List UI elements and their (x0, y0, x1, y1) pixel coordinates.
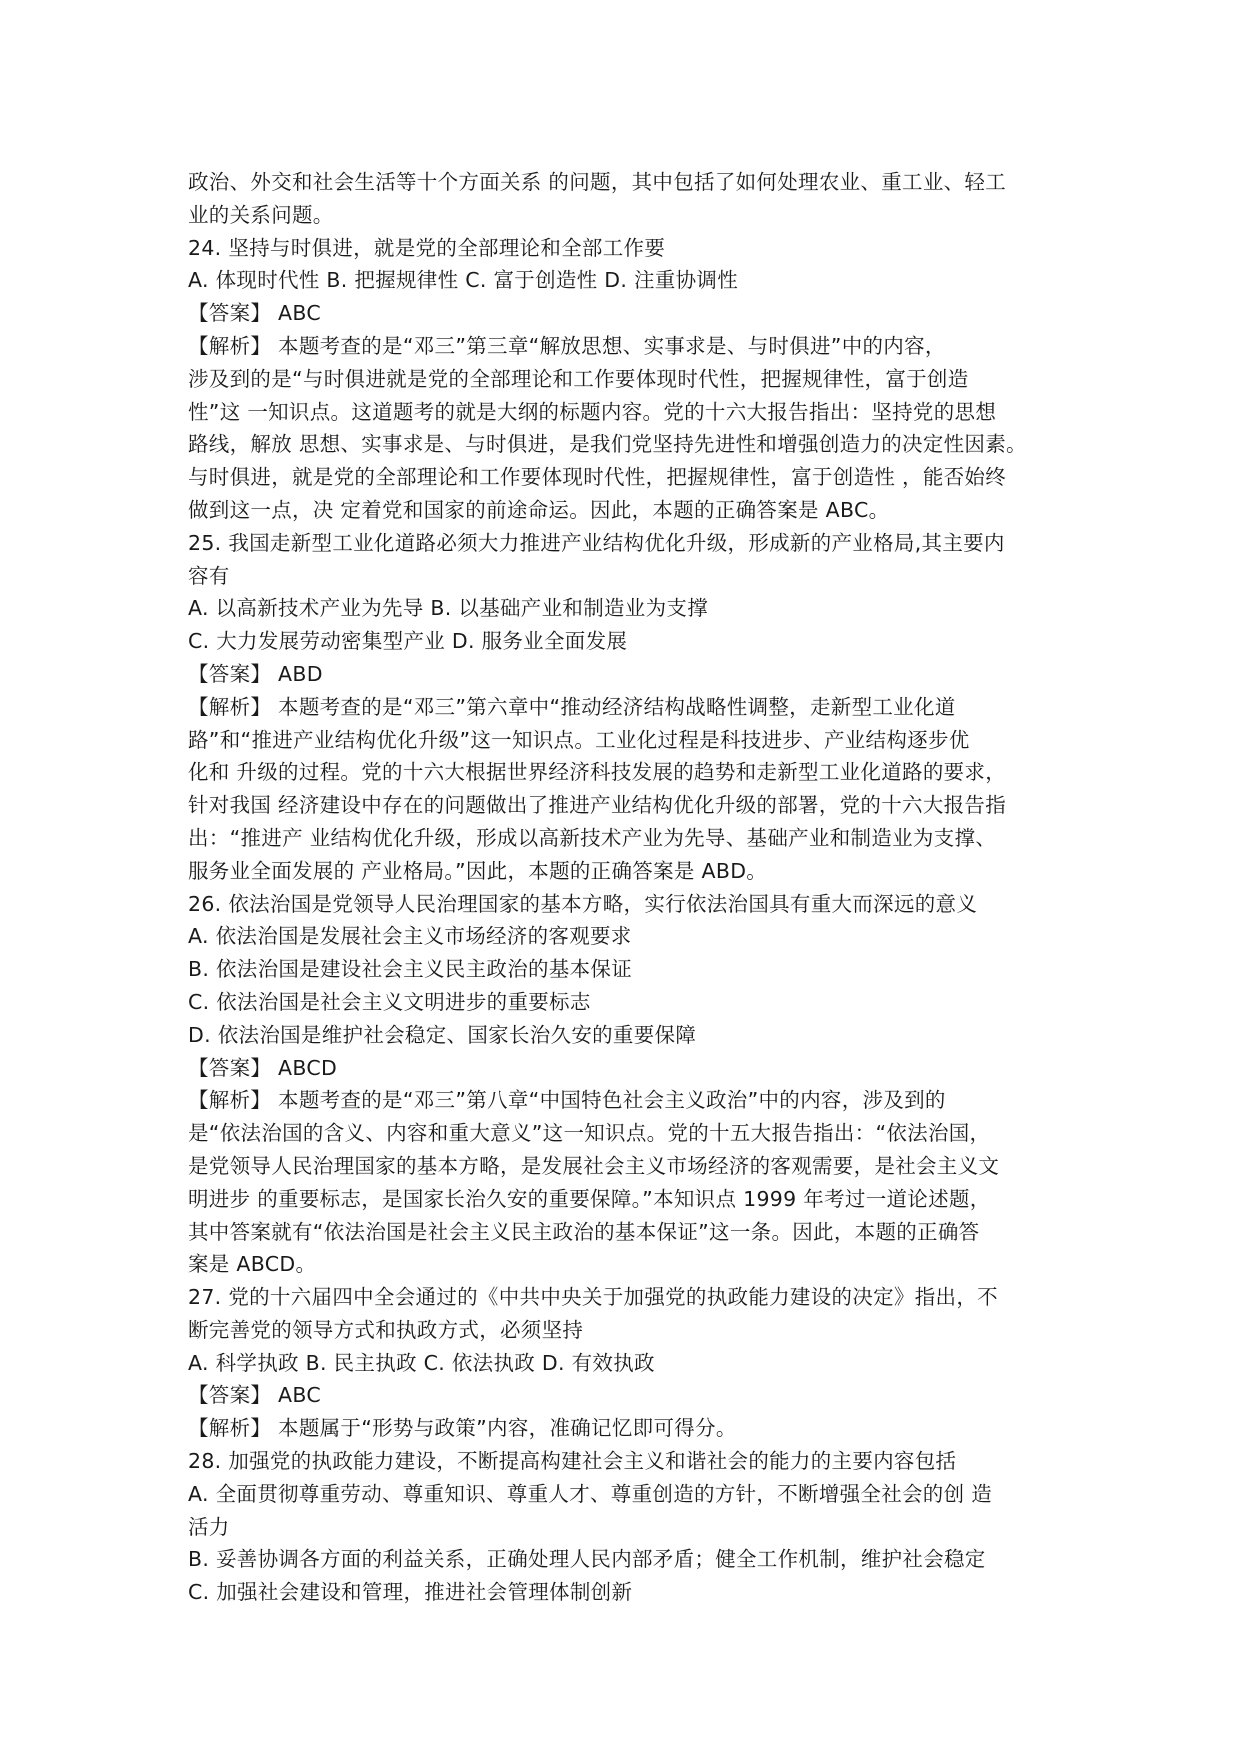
text-line: A. 依法治国是发展社会主义市场经济的客观要求 (188, 924, 632, 949)
text-line: 政治、外交和社会生活等十个方面关系 的问题，其中包括了如何处理农业、重工业、轻工 (188, 170, 1007, 194)
text-line: 【答案】 ABCD (188, 1055, 338, 1080)
text-line: 涉及到的是“与时俱进就是党的全部理论和工作要体现时代性，把握规律性，富于创造 (188, 366, 969, 391)
text-line: 针对我国 经济建设中存在的问题做出了推进产业结构优化升级的部署，党的十六大报告指 (188, 793, 1007, 818)
text-line: 【解析】 本题考查的是“邓三”第六章中“推动经济结构战略性调整，走新型工业化道 (188, 694, 956, 719)
text-line: 业的关系问题。 (188, 202, 334, 227)
text-line: D. 依法治国是维护社会稳定、国家长治久安的重要保障 (188, 1022, 697, 1047)
text-line: 其中答案就有“依法治国是社会主义民主政治的基本保证”这一条。因此，本题的正确答 (188, 1219, 980, 1244)
text-line: A. 全面贯彻尊重劳动、尊重知识、尊重人才、尊重创造的方针，不断增强全社会的创 造 (188, 1481, 993, 1506)
text-line: 【答案】 ABC (188, 301, 321, 326)
text-line: C. 大力发展劳动密集型产业 D. 服务业全面发展 (188, 629, 628, 654)
text-line: 是党领导人民治理国家的基本方略，是发展社会主义市场经济的客观需要，是社会主义文 (188, 1153, 1000, 1178)
text-line: 出：“推进产 业结构优化升级，形成以高新技术产业为先导、基础产业和制造业为支撑、 (188, 825, 997, 850)
text-line: 路线，解放 思想、实事求是、与时俱进，是我们党坚持先进性和增强创造力的决定性因素。 (188, 432, 1027, 457)
text-line: 容有 (188, 563, 230, 588)
text-line: A. 以高新技术产业为先导 B. 以基础产业和制造业为支撑 (188, 596, 709, 621)
text-line: 【答案】 ABC (188, 1383, 321, 1408)
text-line: 与时俱进，就是党的全部理论和工作要体现时代性，把握规律性，富于创造性 ，能否始终 (188, 465, 1007, 490)
text-line: 路”和“推进产业结构优化升级”这一知识点。工业化过程是科技进步、产业结构逐步优 (188, 727, 970, 752)
text-line: B. 依法治国是建设社会主义民主政治的基本保证 (188, 957, 632, 982)
text-line: 【解析】 本题考查的是“邓三”第三章“解放思想、实事求是、与时俱进”中的内容， (188, 333, 946, 358)
text-line: 27. 党的十六届四中全会通过的《中共中央关于加强党的执政能力建设的决定》指出，不 (188, 1285, 998, 1310)
text-line: B. 妥善协调各方面的利益关系，正确处理人民内部矛盾；健全工作机制，维护社会稳定 (188, 1547, 986, 1572)
text-line: 【答案】 ABD (188, 661, 323, 686)
text-line: 做到这一点，决 定着党和国家的前途命运。因此，本题的正确答案是 ABC。 (188, 497, 890, 522)
document-body (188, 166, 1068, 1609)
text-line: A. 体现时代性 B. 把握规律性 C. 富于创造性 D. 注重协调性 (188, 268, 739, 293)
text-line: 26. 依法治国是党领导人民治理国家的基本方略，实行依法治国具有重大而深远的意义 (188, 891, 978, 916)
text-line: 案是 ABCD。 (188, 1252, 317, 1277)
text-line: C. 加强社会建设和管理，推进社会管理体制创新 (188, 1580, 633, 1605)
text-line: 25. 我国走新型工业化道路必须大力推进产业结构优化升级，形成新的产业格局,其主要内 (188, 530, 1005, 555)
text-line: C. 依法治国是社会主义文明进步的重要标志 (188, 989, 591, 1014)
text-line: 性”这 一知识点。这道题考的就是大纲的标题内容。党的十六大报告指出：坚持党的思想 (188, 399, 997, 424)
text-line: 化和 升级的过程。党的十六大根据世界经济科技发展的趋势和走新型工业化道路的要求， (188, 760, 1007, 785)
text-line: 24. 坚持与时俱进，就是党的全部理论和全部工作要 (188, 235, 666, 260)
text-line: A. 科学执政 B. 民主执政 C. 依法执政 D. 有效执政 (188, 1350, 655, 1375)
text-line: 活力 (188, 1514, 230, 1539)
text-line: 【解析】 本题属于“形势与政策”内容，准确记忆即可得分。 (188, 1416, 737, 1441)
text-line: 28. 加强党的执政能力建设，不断提高构建社会主义和谐社会的能力的主要内容包括 (188, 1449, 957, 1474)
text-line: 是“依法治国的含义、内容和重大意义”这一知识点。党的十五大报告指出：“依法治国， (188, 1121, 991, 1146)
text-line: 断完善党的领导方式和执政方式，必须坚持 (188, 1317, 584, 1342)
text-line: 【解析】 本题考查的是“邓三”第八章“中国特色社会主义政治”中的内容，涉及到的 (188, 1088, 946, 1113)
text-line: 服务业全面发展的 产业格局。”因此，本题的正确答案是 ABD。 (188, 858, 768, 883)
text-line: 明进步 的重要标志，是国家长治久安的重要保障。”本知识点 1999 年考过一道论述题， (188, 1186, 991, 1211)
